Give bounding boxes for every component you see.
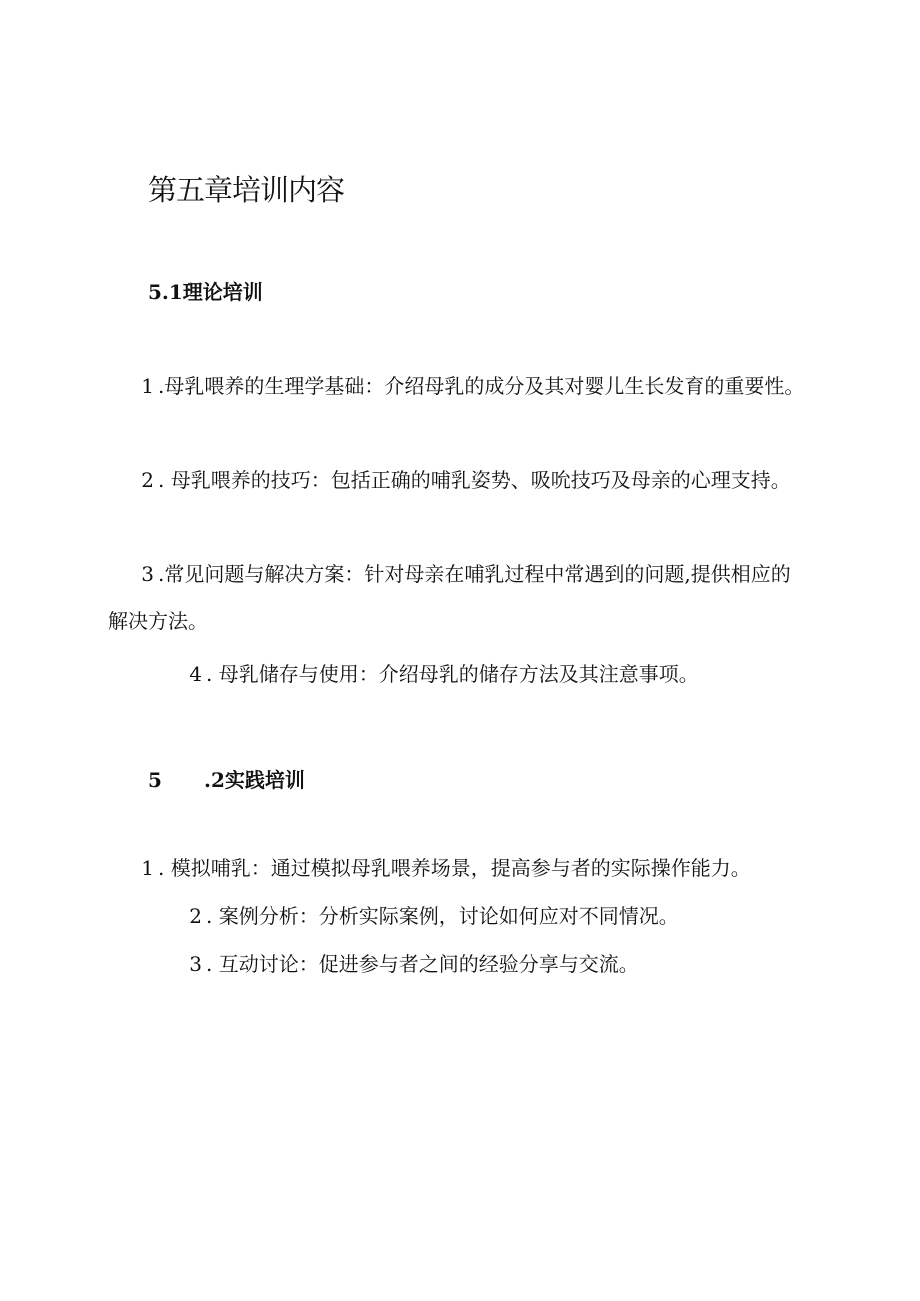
item-number: 4: [189, 662, 202, 686]
item-text: . 母乳储存与使用：介绍母乳的储存方法及其注意事项。: [206, 662, 699, 686]
item-number: 3: [141, 562, 154, 586]
chapter-title: 第五章培训内容: [148, 173, 345, 207]
item-text: . 模拟哺乳：通过模拟母乳喂养场景，提高参与者的实际操作能力。: [158, 856, 751, 880]
item-number: 1: [141, 374, 154, 398]
list-item: [108, 551, 808, 645]
item-text: .母乳喂养的生理学基础：介绍母乳的成分及其对婴儿生长发育的重要性。: [158, 374, 805, 398]
list-item: [108, 363, 808, 410]
item-number: 3: [189, 952, 202, 976]
section-number: 5: [148, 768, 162, 792]
item-number: 2: [141, 468, 154, 492]
section-title-practice: [148, 764, 305, 793]
section-label: .2实践培训: [204, 768, 305, 792]
list-item: [108, 893, 808, 940]
list-item: [108, 941, 808, 988]
section-title-theory: 5.1理论培训: [148, 280, 263, 304]
item-text: .常见问题与解决方案：针对母亲在哺乳过程中常遇到的问题,提供相应的解决方法。: [108, 562, 791, 633]
item-text: . 互动讨论：促进参与者之间的经验分享与交流。: [206, 952, 639, 976]
item-text: . 母乳喂养的技巧：包括正确的哺乳姿势、吸吮技巧及母亲的心理支持。: [158, 468, 791, 492]
item-number: 2: [189, 904, 202, 928]
list-item: [108, 457, 808, 504]
item-number: 1: [141, 856, 154, 880]
list-item: [108, 651, 808, 698]
list-item: [108, 845, 808, 892]
item-text: . 案例分析：分析实际案例，讨论如何应对不同情况。: [206, 904, 679, 928]
